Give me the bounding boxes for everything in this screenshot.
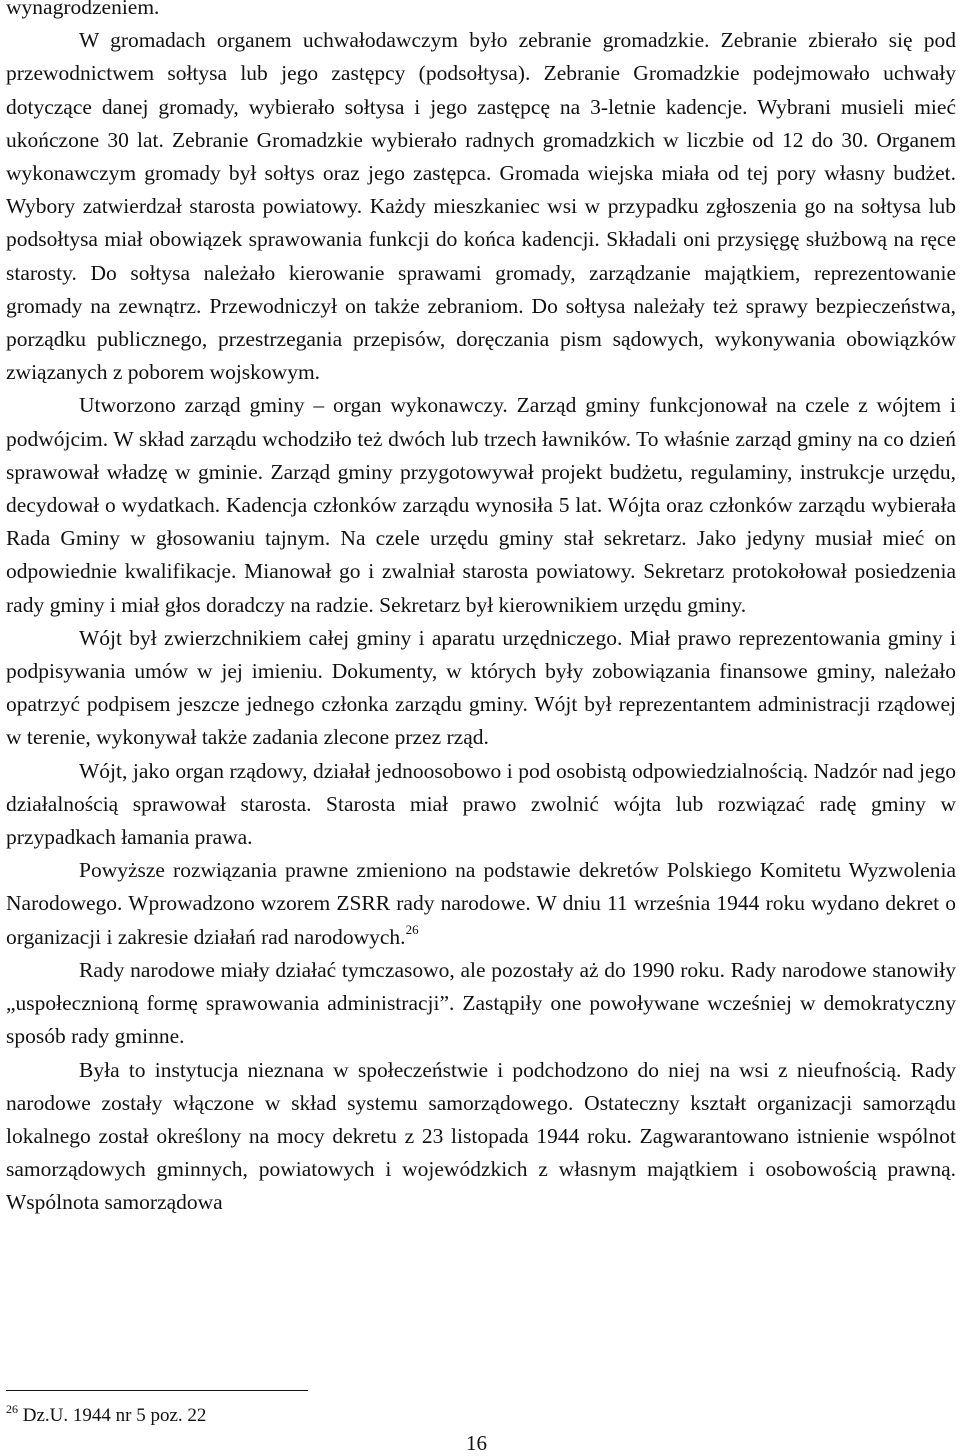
paragraph-text: W gromadach organem uchwałodawczym było zebranie gromadzkie. Zebranie zbierało się pod przewodnictwem sołtysa lub jego zastępcy (podsołtysa). Zebranie Gromadzkie podejmowało uchwały dotyczące danej gromady, wybierało sołtysa i jego zastępcę na 3-letnie kadencje. Wybrani musieli mieć ukończone 30 lat. Zebranie Gromadzkie wybierało radnych gromadzkich w liczbie od 12 do 30. Organem wykonawczym gromady był sołtys oraz jego zastępca. Gromada wiejska miała od tej pory własny budżet. Wybory zatwierdzał starosta powiatowy. Każdy mieszkaniec wsi w przypadku zgłoszenia go na sołtysa lub podsołtysa miał obowiązek sprawowania funkcji do końca kadencji. Składali oni przysięgę służbową na ręce starosty. Do sołtysa należało kierowanie sprawami gromady, zarządzanie majątkiem, reprezentowanie gromady na zewnątrz. Przewodniczył on także zebraniom. Do sołtysa należały też sprawy bezpieczeństwa, porządku publicznego, przestrzegania przepisów, doręczania pism sądowych, wykonywania obowiązków związanych z poborem wojskowym. [6, 28, 956, 385]
page-number: 16 [466, 1431, 487, 1455]
footnote-reference[interactable]: 26 [405, 921, 419, 937]
paragraph-text: Była to instytucja nieznana w społeczeństwie i podchodzono do niej na wsi z nieufnością. Rady narodowe zostały włączone w skład systemu samorządowego. Ostateczny kształt organizacji samorządu lokalnego został określony na mocy dekretu z 23 listopada 1944 roku. Zagwarantowano istnienie wspólnot samorządowych gminnych, powiatowych i wojewódzkich z własnym majątkiem i osobowością prawną. Wspólnota samorządowa [6, 1057, 956, 1215]
paragraph-text: Wójt, jako organ rządowy, działał jednoosobowo i pod osobistą odpowiedzialnością. Nadzór nad jego działalnością sprawował starosta. Starosta miał prawo zwolnić wójta lub rozwiązać radę gminy w przypadkach łamania prawa. [6, 758, 956, 850]
paragraph-zarzad-gminy [6, 389, 956, 621]
footnote-text: Dz.U. 1944 nr 5 poz. 22 [22, 1405, 207, 1426]
footnote-separator [6, 1390, 308, 1391]
paragraph-text: Utworzono zarząd gminy – organ wykonawczy. Zarząd gminy funkcjonował na czele z wójtem i podwójcim. W skład zarządu wchodziło też dwóch lub trzech ławników. To właśnie zarząd gminy na co dzień sprawował władzę w gminie. Zarząd gminy przygotowywał projekt budżetu, regulaminy, instrukcje urzędu, decydował o wydatkach. Kadencja członków zarządu wynosiła 5 lat. Wójta oraz członków zarządu wybierała Rada Gminy w głosowaniu tajnym. Na czele urzędu gminy stał sekretarz. Jako jedyny musiał mieć on odpowiednie kwalifikacje. Mianował go i zwalniał starosta powiatowy. Sekretarz protokołował posiedzenia rady gminy i miał głos doradczy na radzie. Sekretarz był kierownikiem urzędu gminy. [6, 393, 956, 617]
document-page [6, 0, 956, 1220]
paragraph-wojt-organ-rzadowy [6, 755, 956, 855]
paragraph-continuation [6, 0, 956, 24]
paragraph-instytucja [6, 1054, 956, 1220]
paragraph-wojt [6, 622, 956, 755]
paragraph-pkwn-dekrety [6, 854, 956, 954]
footnote [6, 1402, 206, 1430]
paragraph-text: Rady narodowe miały działać tymczasowo, ale pozostały aż do 1990 roku. Rady narodowe stanowiły „uspołecznioną formę sprawowania administracji”. Zastąpiły one powoływane wcześniej w demokratyczny sposób rady gminne. [6, 957, 956, 1049]
paragraph-gromady [6, 24, 956, 389]
paragraph-text: Powyższe rozwiązania prawne zmieniono na podstawie dekretów Polskiego Komitetu Wyzwolenia Narodowego. Wprowadzono wzorem ZSRR rady narodowe. W dniu 11 września 1944 roku wydano dekret o organizacji i zakresie działań rad narodowych. [6, 858, 956, 949]
paragraph-text: Wójt był zwierzchnikiem całej gminy i aparatu urzędniczego. Miał prawo reprezentowania gminy i podpisywania umów w jej imieniu. Dokumenty, w których były zobowiązania finansowe gminy, należało opatrzyć podpisem jeszcze jednego członka zarządu gminy. Wójt był reprezentantem administracji rządowej w terenie, wykonywał także zadania zlecone przez rząd. [6, 625, 956, 750]
paragraph-text: wynagrodzeniem. [6, 0, 160, 19]
footnote-number: 26 [6, 1402, 18, 1416]
paragraph-rady-narodowe [6, 954, 956, 1054]
